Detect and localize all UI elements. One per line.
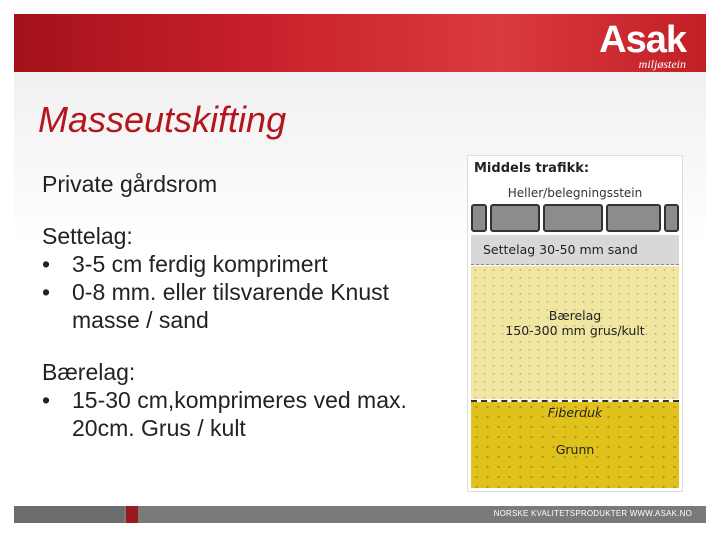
logo-subtitle: miljøstein [638,57,686,71]
paver-block [471,204,487,232]
layer-diagram [467,155,683,492]
baerelag-heading: Bærelag: [42,359,136,385]
bullet-text: 15-30 cm,komprimeres ved max. 20cm. Grus / kult [72,387,407,441]
paver-block [543,204,603,232]
settelag-bullet-1 [42,250,452,278]
fiberduk-label: Fiberduk [547,405,603,420]
settelag-layer [471,235,679,265]
bullet-text: 0-8 mm. eller tilsvarende Knust masse / sand [72,279,390,333]
asak-logo [599,20,686,70]
settelag-heading: Settelag: [42,223,133,249]
slide-title: Masseutskifting [38,99,287,140]
grunn-label: Grunn [555,442,595,457]
logo-word: Asak [599,19,686,61]
grunn-layer [471,402,679,488]
paver-block [664,204,679,232]
footer-text: NORSKE KVALITETSPRODUKTER WWW.ASAK.NO [493,509,692,518]
settelag-layer-label: Settelag 30-50 mm sand [483,242,638,257]
intro-text: Private gårdsrom [42,171,218,197]
slide-body [42,170,452,442]
baerelag-layer [471,266,679,399]
paver-block [490,204,540,232]
footer-bar [14,506,706,523]
baerelag-bullet-1 [42,386,452,442]
baerelag-layer-label [471,308,679,338]
baerelag-line-2: 150-300 mm grus/kult [505,323,645,338]
paving-stones [471,204,679,232]
bullet-dot: • [42,279,51,305]
footer-block [14,506,124,523]
bullet-dot: • [42,387,51,413]
settelag-bullet-2 [42,278,452,334]
header-banner [14,14,706,72]
footer-accent [126,506,138,523]
paving-label: Heller/belegningsstein [507,186,643,200]
diagram-heading: Middels trafikk: [474,161,590,176]
bullet-text: 3-5 cm ferdig komprimert [72,251,328,277]
bullet-dot: • [42,251,51,277]
paver-block [606,204,661,232]
baerelag-line-1: Bærelag [548,308,602,323]
